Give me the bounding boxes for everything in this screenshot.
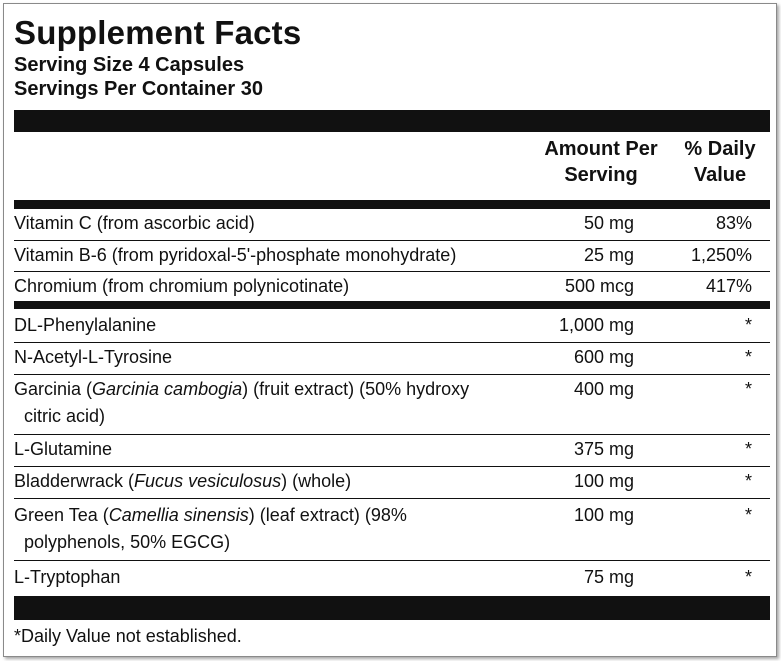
ingredient-dv: 1,250% — [690, 245, 752, 265]
ingredient-dv: * — [744, 505, 752, 525]
name-part: ) (whole) — [281, 471, 352, 491]
serving-size: Serving Size 4 Capsules — [14, 54, 245, 76]
ingredient-name — [14, 502, 534, 556]
section-divider-bar — [14, 301, 770, 309]
ingredient-name — [14, 468, 534, 495]
scientific-name: Camellia sinensis — [108, 505, 249, 525]
row-divider — [14, 374, 770, 375]
ingredient-name: N-Acetyl-L-Tyrosine — [14, 347, 173, 367]
row-divider — [14, 271, 770, 272]
ingredient-name: L-Glutamine — [14, 439, 113, 459]
scientific-name: Garcinia cambogia — [92, 379, 243, 399]
ingredient-name — [14, 376, 534, 430]
ingredient-dv: * — [744, 567, 752, 587]
top-divider-bar — [14, 110, 770, 132]
ingredient-dv: 83% — [715, 213, 752, 233]
dv-header-line1: % Daily — [684, 138, 756, 160]
name-continuation: polyphenols, 50% EGCG) — [24, 532, 231, 552]
ingredient-amount: 75 mg — [583, 567, 634, 587]
ingredient-amount: 600 mg — [573, 347, 634, 367]
ingredient-amount: 1,000 mg — [558, 315, 634, 335]
ingredient-amount: 100 mg — [573, 505, 634, 525]
footnote: *Daily Value not established. — [14, 626, 242, 646]
servings-per-container: Servings Per Container 30 — [14, 78, 263, 100]
ingredient-name: Vitamin C (from ascorbic acid) — [14, 213, 255, 233]
row-divider — [14, 240, 770, 241]
bottom-divider-bar — [14, 596, 770, 620]
supplement-facts-panel — [3, 3, 777, 657]
name-part: Garcinia ( — [14, 379, 93, 399]
panel-title: Supplement Facts — [14, 14, 302, 51]
ingredient-amount: 50 mg — [583, 213, 634, 233]
daily-value-column-header — [674, 136, 766, 188]
ingredient-amount: 100 mg — [573, 471, 634, 491]
amount-column-header — [536, 136, 666, 188]
name-part: Green Tea ( — [14, 505, 109, 525]
name-part: ) (fruit extract) (50% hydroxy — [242, 379, 470, 399]
name-continuation: citric acid) — [24, 406, 106, 426]
ingredient-name: Vitamin B-6 (from pyridoxal-5'-phosphate monohydrate) — [14, 245, 457, 265]
name-part: Bladderwrack ( — [14, 471, 135, 491]
ingredient-dv: * — [744, 347, 752, 367]
amount-header-line1: Amount Per — [544, 138, 658, 160]
ingredient-dv: * — [744, 379, 752, 399]
header-divider-bar — [14, 200, 770, 209]
ingredient-amount: 25 mg — [583, 245, 634, 265]
row-divider — [14, 560, 770, 561]
row-divider — [14, 342, 770, 343]
ingredient-amount: 400 mg — [573, 379, 634, 399]
dv-header-line2: Value — [693, 164, 747, 186]
scientific-name: Fucus vesiculosus — [134, 471, 282, 491]
ingredient-name: Chromium (from chromium polynicotinate) — [14, 276, 350, 296]
ingredient-name: L-Tryptophan — [14, 567, 121, 587]
ingredient-dv: * — [744, 315, 752, 335]
ingredient-dv: * — [744, 439, 752, 459]
row-divider — [14, 498, 770, 499]
row-divider — [14, 466, 770, 467]
row-divider — [14, 434, 770, 435]
ingredient-amount: 375 mg — [573, 439, 634, 459]
ingredient-dv: * — [744, 471, 752, 491]
name-part: ) (leaf extract) (98% — [248, 505, 407, 525]
amount-header-line2: Serving — [564, 164, 638, 186]
ingredient-dv: 417% — [705, 276, 752, 296]
ingredient-amount: 500 mcg — [564, 276, 634, 296]
ingredient-name: DL-Phenylalanine — [14, 315, 157, 335]
